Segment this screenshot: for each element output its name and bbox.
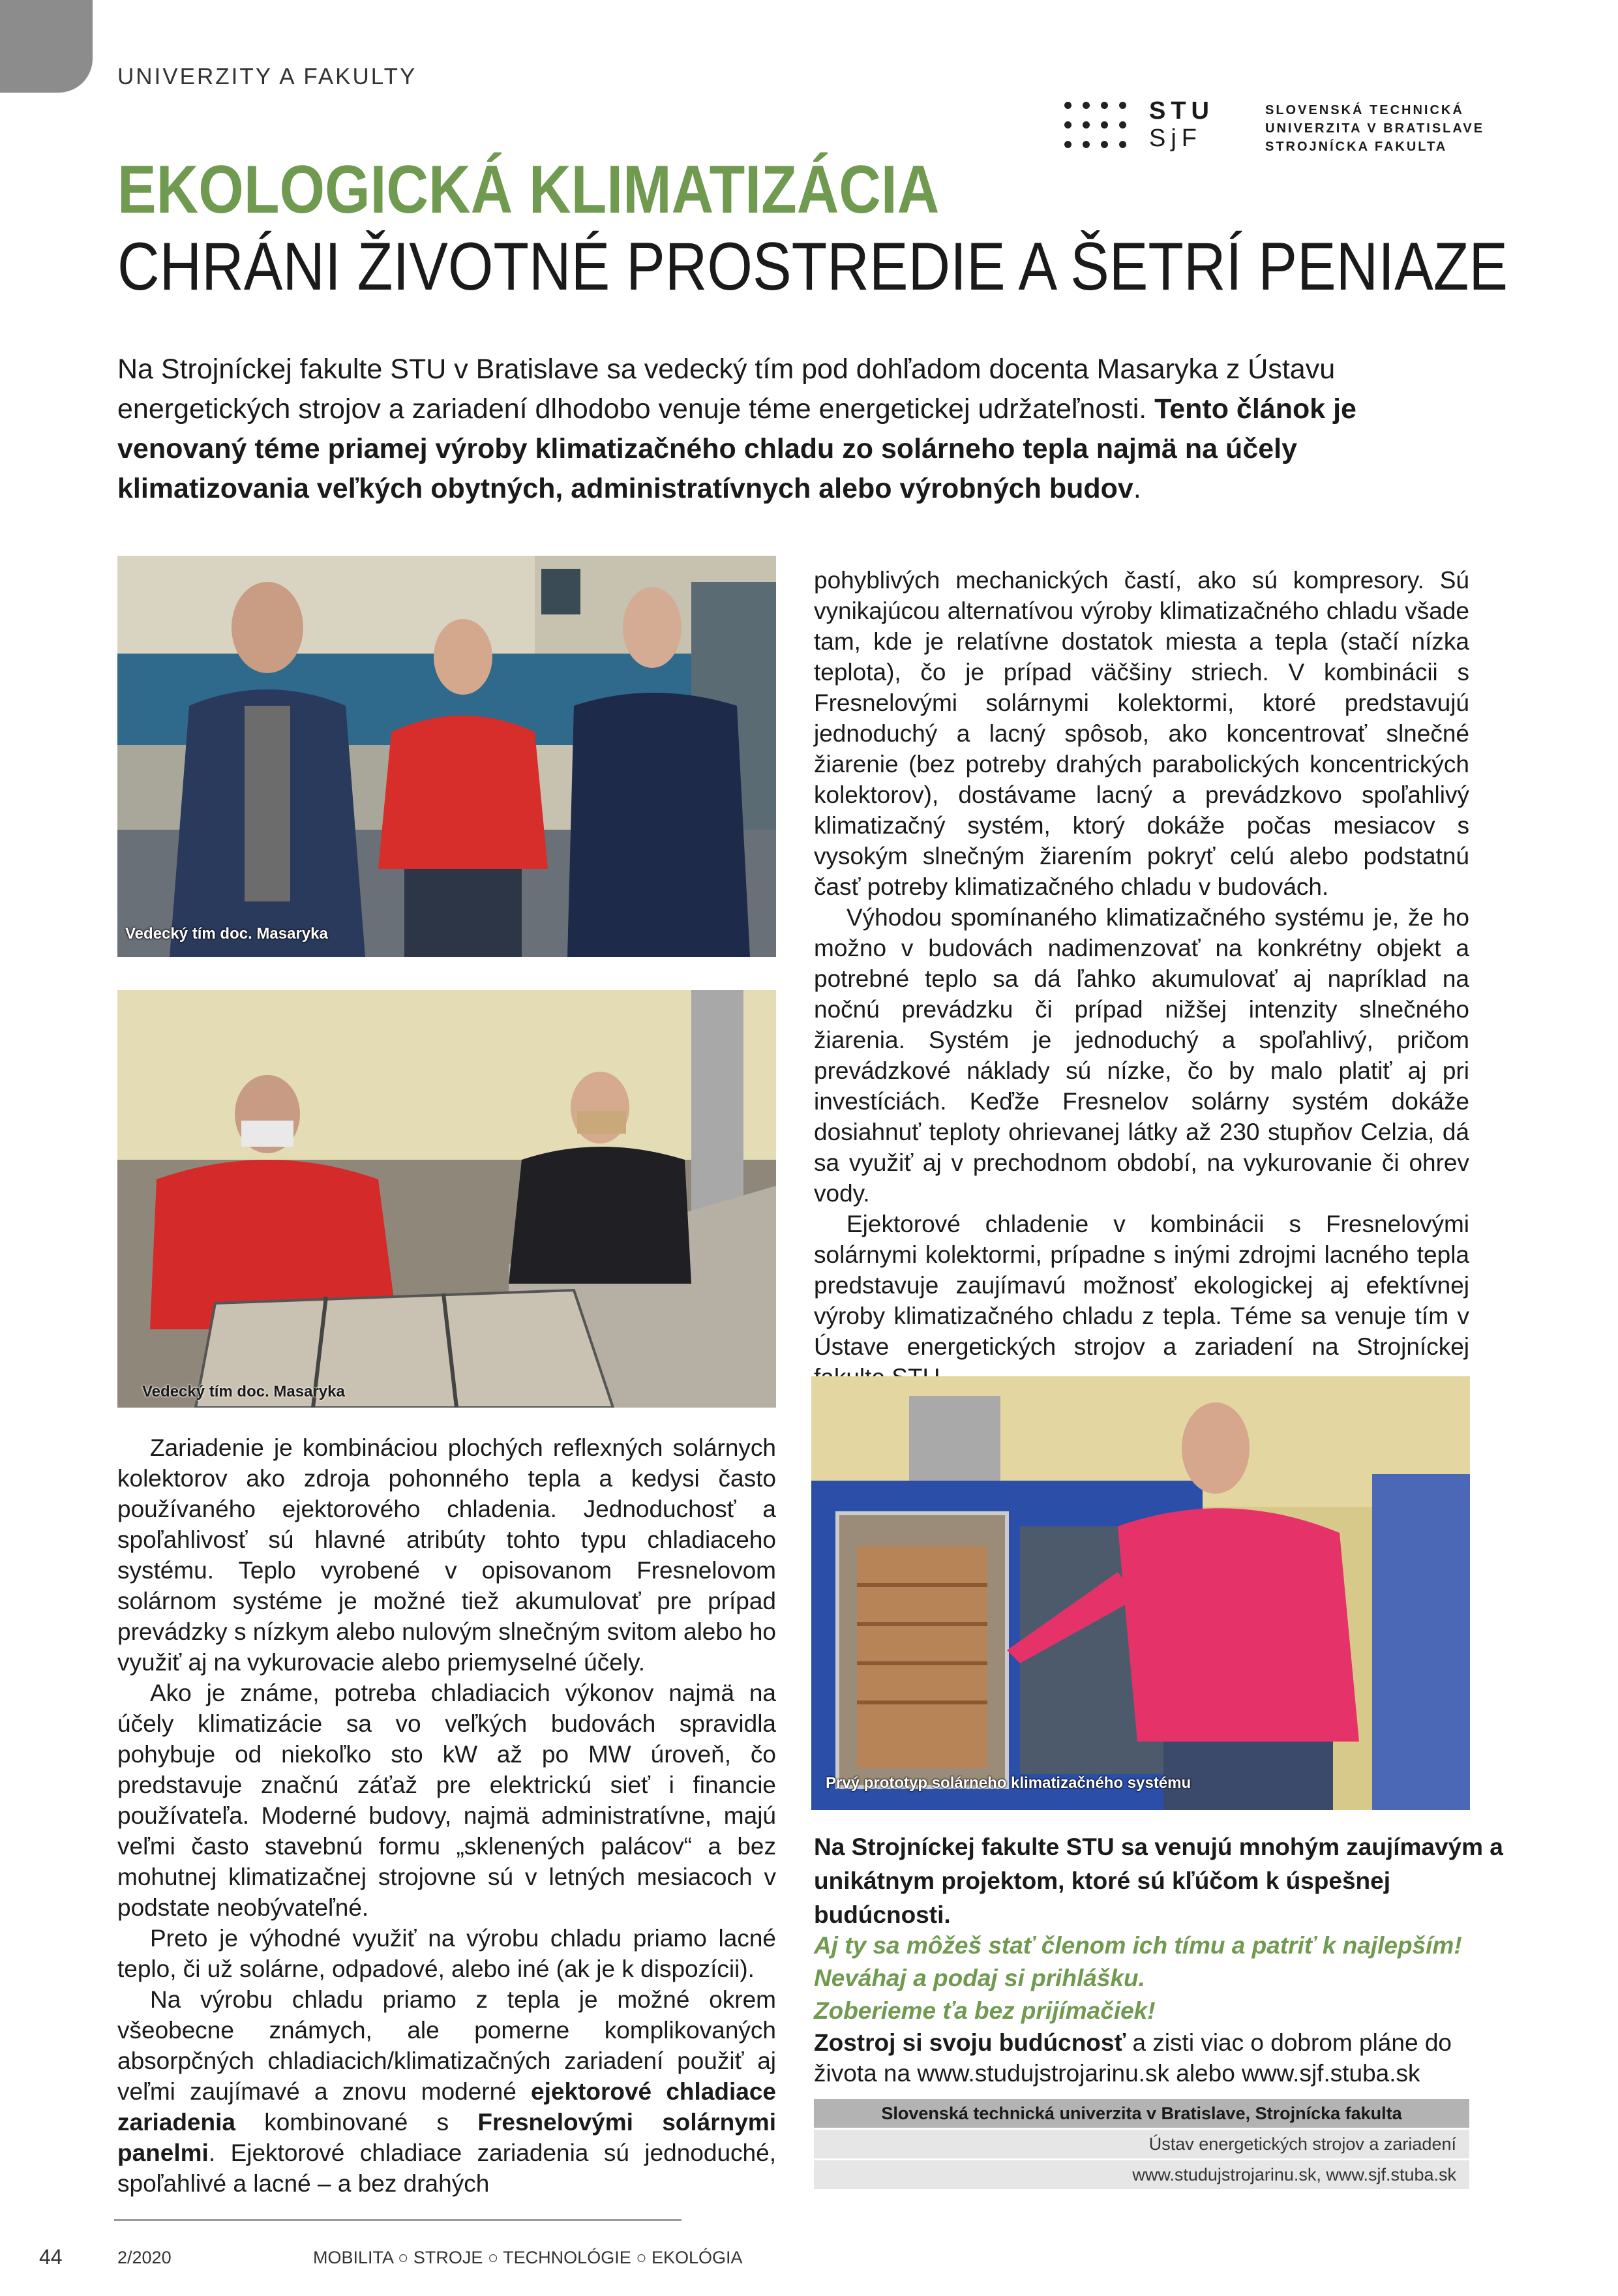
left-p4-d: Fresnelovými solárnymi panelmi [117, 2109, 776, 2166]
photo-team-caption: Vedecký tím doc. Masaryka [125, 925, 328, 943]
photo-team-illustration [117, 556, 776, 957]
left-paragraph-4 [117, 1984, 776, 2199]
right-column-text [814, 565, 1469, 1393]
logo-line-1: SLOVENSKÁ TECHNICKÁ [1265, 103, 1464, 117]
left-paragraph-3: Preto je výhodné využiť na výrobu chladu priamo lacné teplo, či už solárne, odpadové, alebo iné (ak je k dispozícii). [117, 1925, 776, 1982]
footer-tags: MOBILITA ○ STROJE ○ TECHNOLÓGIE ○ EKOLÓGIA [313, 2248, 743, 2267]
lead-end: . [1133, 473, 1141, 504]
logo-sjf: SjF [1149, 125, 1202, 152]
article-title-line-1: EKOLOGICKÁ KLIMATIZÁCIA [117, 152, 940, 228]
photo-solar-panel-caption: Vedecký tím doc. Masaryka [142, 1383, 345, 1400]
right-paragraph-1: pohyblivých mechanických častí, ako sú kompresory. Sú vynikajúcou alternatívou výroby klimatizačného chladu všade tam, kde je relatívne dostatok miesta a tepla (stačí nízka teplota), čo je prípad väčšiny striech. V kombinácii s Fresnelovými solárnymi kolektormi, ktoré predstavujú jednoduchý a lacný spôsob, ako koncentrovať slnečné žiarenie (bez potreby drahých parabolických koncentrických kolektorov), dostávame lacný a prevádzkovo spoľahlivý klimatizačný systém, ktorý dokáže počas mesiacov s vysokým slnečným žiarením pokryť celú alebo podstatnú časť potreby klimatizačného chladu v budovách. [814, 567, 1469, 900]
article-lead [117, 350, 1356, 509]
photo-team [117, 556, 776, 957]
corner-tab [0, 0, 93, 93]
logo-university-name [1265, 101, 1484, 156]
logo-line-3: STROJNÍCKA FAKULTA [1265, 140, 1448, 154]
promo-contact-bold: Zostroj si svoju budúcnosť [814, 2029, 1126, 2056]
page-number: 44 [39, 2245, 63, 2269]
promo-bold-text: Na Strojníckej fakulte STU sa venujú mnohým zaujímavým a unikátnym projektom, ktoré sú kľúčom k úspešnej budúcnosti. [814, 1834, 1503, 1928]
footer-divider [114, 2219, 682, 2221]
left-paragraph-1: Zariadenie je kombináciou plochých reflexných solárnych kolektorov ako zdroja pohonného tepla a kedysi často používaného ejektorového chladenia. Jednoduchosť a spoľahlivosť sú hlavné atribúty tohto typu chladiaceho systému. Teplo vyrobené v opisovanom Fresnelovom solárnom systéme je možné tiež akumulovať pre prípad prevádzky s nízkym alebo nulovým slnečným svitom alebo ho využiť aj na vykurovacie alebo priemyselné účely. [117, 1434, 776, 1676]
right-paragraph-2: Výhodou spomínaného klimatizačného systému je, že ho možno v budovách nadimenzovať na konkrétny objekt a potrebné teplo sa dá ľahko akumulovať aj napríklad na nočnú prevádzku či prípad nižšej intenzity slnečného žiarenia. Systém je jednoduchý a spoľahlivý, pričom prevádzkové náklady sú nízke, čo by malo platiť aj pri investíciách. Keďže Fresnelov solárny systém dokáže dosiahnuť teploty ohrievanej látky až 230 stupňov Celzia, dá sa využiť aj v prechodnom období, na vykurovanie či ohrev vody. [814, 904, 1469, 1207]
photo-prototype [811, 1376, 1470, 1810]
promo-green-text [814, 1929, 1505, 2027]
right-paragraph-3: Ejektorové chladenie v kombinácii s Fresnelovými solárnymi kolektormi, prípadne s inými zdrojmi lacného tepla predstavuje zaujímavú možnosť ekologickej aj efektívnej výroby klimatizačného chladu z tepla. Téme sa venuje tím v Ústave energetických strojov a zariadení na Strojníckej [814, 1211, 1469, 1360]
info-row-university: Slovenská technická univerzita v Bratislave, Strojnícka fakulta [814, 2099, 1469, 2128]
photo-prototype-caption: Prvý prototyp solárneho klimatizačného systému [826, 1774, 1191, 1792]
left-p4-c: kombinované s [235, 2109, 478, 2136]
promo-green-line-1: Aj ty sa môžeš stať členom ich tímu a patriť k najlepším! [814, 1932, 1462, 1959]
section-label: UNIVERZITY A FAKULTY [117, 64, 417, 89]
article-title-line-2: CHRÁNI ŽIVOTNÉ PROSTREDIE A ŠETRÍ PENIAZE [117, 229, 1508, 305]
promo-green-line-2: Neváhaj a podaj si prihlášku. [814, 1965, 1145, 1991]
photo-solar-panel-illustration [117, 990, 776, 1408]
logo-line-2: UNIVERZITA V BRATISLAVE [1265, 121, 1485, 136]
stu-logo-dots-icon [1064, 102, 1143, 157]
info-row-websites: www.studujstrojarinu.sk, www.sjf.stuba.sk [814, 2160, 1469, 2189]
promo-green-line-3: Zoberieme ťa bez prijímačiek! [814, 1997, 1156, 2024]
left-paragraph-2: Ako je známe, potreba chladiacich výkonov najmä na účely klimatizácie sa vo veľkých budovách spravidla pohybuje od niekoľko sto kW až po MW úroveň, čo predstavuje značnú záťaž pre elektrickú sieť i financie používateľa. Moderné budovy, najmä administratívne, majú veľmi často stavebnú formu „sklenených palácov“ a bez mohutnej klimatizačnej strojovne sú v letných mesiacoch v podstate neobývateľné. [117, 1680, 776, 1921]
issue-number: 2/2020 [117, 2248, 172, 2267]
promo-contact-rest: a zisti viac o dobrom pláne do života na www.studujstrojarinu.sk alebo www.sjf.stuba.sk [814, 2029, 1452, 2087]
info-box [814, 2099, 1469, 2191]
left-p4-e: . Ejektorové chladiace zariadenia sú jednoduché, spoľahlivé a lacné – a bez drahých [117, 2139, 776, 2197]
info-row-institute: Ústav energetických strojov a zariadení [814, 2130, 1469, 2158]
promo-contact-text [814, 2027, 1505, 2089]
photo-solar-panel [117, 990, 776, 1408]
left-p4-a: Na výrobu chladu priamo z tepla je možné okrem všeobecne známych, ale pomerne komplikovaných absorpčných chladiacich/klimatizačných zariadení použiť aj veľmi zaujímavé a znovu moderné [117, 1986, 776, 2105]
left-column-text [117, 1432, 776, 2199]
photo-prototype-illustration [811, 1376, 1470, 1810]
lead-normal: Na Strojníckej fakulte STU v Bratislave sa vedecký tím pod dohľadom docenta Masaryka z Ústavu energetických strojov a zariadení dlhodobo venuje téme energetickej udržateľnosti. [117, 354, 1336, 425]
logo-stu: STU [1149, 97, 1214, 125]
lead-bold: Tento článok je venovaný téme priamej výroby klimatizačného chladu zo solárneho tepla najmä na účely klimatizovania veľkých obytných, administratívnych alebo výrobných budov [117, 393, 1356, 504]
left-p4-b: ejektorové chladiace zariadenia [117, 2078, 776, 2136]
